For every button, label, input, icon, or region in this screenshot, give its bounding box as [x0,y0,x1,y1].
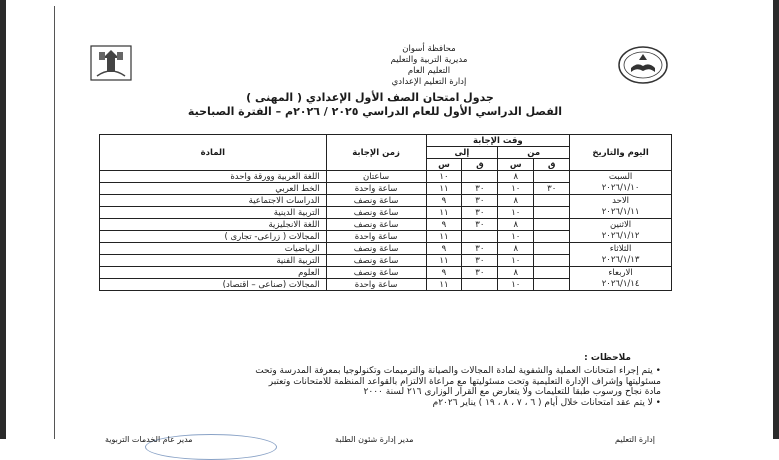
note-line: • لا يتم عقد امتحانات خلال أيام ( ٦ ، ٧ ، ٨ ، ١٩ ) يناير ٢٠٢٦م [432,397,661,408]
to-hour-cell: ١١ [426,231,462,243]
duration-cell: ساعة واحدة [326,183,426,195]
page-title: جدول امتحان الصف الأول الإعدادي ( المهنى ) [246,91,494,104]
from-minute-cell [534,279,570,291]
day-name: الثلاثاء [609,243,632,254]
from-minute-cell [534,255,570,267]
from-hour-cell: ١٠ [498,255,534,267]
header-line: إدارة التعليم الإعدادي [391,77,467,87]
schedule-body [100,171,672,291]
footer-signature-left: مدير عام الخدمات التربوية [105,435,193,444]
from-hour-cell: ١٠ [498,231,534,243]
to-minute-cell [462,279,498,291]
header-line: مديرية التربية والتعليم [390,55,468,65]
table-row [100,219,672,231]
to-hour-cell: ١٠ [426,171,462,183]
header-line: محافظة أسوان [402,44,456,54]
subject-header: المادة [100,135,327,171]
from-minute-cell [534,195,570,207]
subject-cell: العلوم [100,267,327,279]
subject-cell: المجالات (صناعى – اقتصاد) [100,279,327,291]
scan-edge-right [773,0,779,439]
from-minute-cell [534,219,570,231]
table-row [100,243,672,255]
day-date-cell [570,267,672,291]
to-minute-cell [462,231,498,243]
from-minute-cell [534,267,570,279]
to-minute-cell: ٣٠ [462,207,498,219]
ministry-emblem-icon [85,42,137,84]
from-minute-cell [534,243,570,255]
to-hour-header: س [426,159,462,171]
to-hour-cell: ١١ [426,207,462,219]
duration-cell: ساعة ونصف [326,243,426,255]
to-minute-cell: ٣٠ [462,219,498,231]
to-hour-cell: ٩ [426,195,462,207]
to-hour-cell: ٩ [426,243,462,255]
from-hour-cell: ١٠ [498,183,534,195]
to-hour-cell: ١١ [426,183,462,195]
to-minute-cell [462,171,498,183]
duration-cell: ساعتان [326,171,426,183]
scan-edge-left [0,0,6,439]
notes-title: ملاحظات : [584,353,631,363]
day-name: الاربعاء [608,267,633,278]
directorate-header [349,44,509,88]
page-subtitle: الفصل الدراسي الأول للعام الدراسي ٢٠٢٥ / ٢٠٢٦م – الفترة الصباحية [187,105,563,118]
exam-date: ٢٠٢٦/١/١١ [601,206,640,217]
duration-cell: ساعة ونصف [326,207,426,219]
exam-date: ٢٠٢٦/١/١٣ [601,254,640,265]
from-hour-cell: ١٠ [498,279,534,291]
footer-signature-right: إدارة التعليم [615,435,655,444]
header-line: التعليم العام [407,66,451,76]
note-line: مسئوليتها وإشراف الإدارة التعليمية وتحت مسئوليتها مع مراعاة الالتزام بالقواعد المنظمة للامتحانات وتعتبر [268,376,661,387]
from-minute-cell [534,171,570,183]
day-name: السبت [608,171,633,182]
footer-signature-middle: مدير إدارة شئون الطلبة [335,435,414,444]
table-row [100,171,672,183]
day-name: الاحد [612,195,630,206]
duration-cell: ساعة واحدة [326,231,426,243]
to-minute-cell: ٣٠ [462,243,498,255]
to-hour-cell: ٩ [426,267,462,279]
to-minute-header: ق [462,159,498,171]
day-date-cell [570,243,672,267]
from-hour-cell: ٨ [498,171,534,183]
note-line: • يتم إجراء امتحانات العملية والشفوية لمادة المجالات والصيانة والترميمات وتكنولوجيا بمعرفة المدرسة وتحت [255,366,661,376]
from-hour-cell: ١٠ [498,207,534,219]
exam-date: ٢٠٢٦/١/١٤ [601,278,640,289]
day-date-header: اليوم والتاريخ [570,135,672,171]
from-minute-cell [534,207,570,219]
day-date-cell [570,171,672,195]
from-hour-cell: ٨ [498,243,534,255]
subject-cell: التربية الفنية [100,255,327,267]
from-hour-header: س [498,159,534,171]
from-hour-cell: ٨ [498,195,534,207]
to-header: إلى [426,147,498,159]
table-row [100,267,672,279]
subject-cell: المجالات ( زراعى- تجارى ) [100,231,327,243]
from-hour-cell: ٨ [498,267,534,279]
duration-cell: ساعة ونصف [326,255,426,267]
table-row [100,195,672,207]
subject-cell: الدراسات الاجتماعية [100,195,327,207]
from-minute-cell [534,231,570,243]
from-minute-header: ق [534,159,570,171]
duration-cell: ساعة ونصف [326,219,426,231]
duration-cell: ساعة ونصف [326,195,426,207]
to-minute-cell: ٣٠ [462,183,498,195]
day-date-cell [570,195,672,219]
notes-list [131,366,661,408]
subject-cell: الخط العربي [100,183,327,195]
exam-date: ٢٠٢٦/١/١٠ [601,182,640,193]
duration-cell: ساعة ونصف [326,267,426,279]
day-name: الاثنين [609,219,632,230]
subject-cell: اللغة العربية وورقة واحدة [100,171,327,183]
subject-cell: الرياضيات [100,243,327,255]
exam-schedule-table [99,134,672,291]
education-seal-icon [617,44,669,86]
document-page [54,6,735,444]
to-hour-cell: ١١ [426,279,462,291]
from-header: من [498,147,570,159]
from-minute-cell: ٣٠ [534,183,570,195]
to-minute-cell: ٣٠ [462,255,498,267]
to-minute-cell: ٣٠ [462,267,498,279]
subject-cell: اللغة الانجليزية [100,219,327,231]
to-hour-cell: ٩ [426,219,462,231]
from-hour-cell: ٨ [498,219,534,231]
exam-date: ٢٠٢٦/١/١٢ [601,230,640,241]
to-hour-cell: ١١ [426,255,462,267]
to-minute-cell: ٣٠ [462,195,498,207]
day-date-cell [570,219,672,243]
duration-header: زمن الإجابة [326,135,426,171]
duration-cell: ساعة واحدة [326,279,426,291]
answer-time-header: وقت الإجابة [426,135,570,147]
note-line: مادة نجاح ورسوب طبقا للتعليمات ولا يتعارض مع القرار الوزارى ٢١٦ لسنة ٢٠٠٠ [363,387,661,397]
subject-cell: التربية الدينية [100,207,327,219]
